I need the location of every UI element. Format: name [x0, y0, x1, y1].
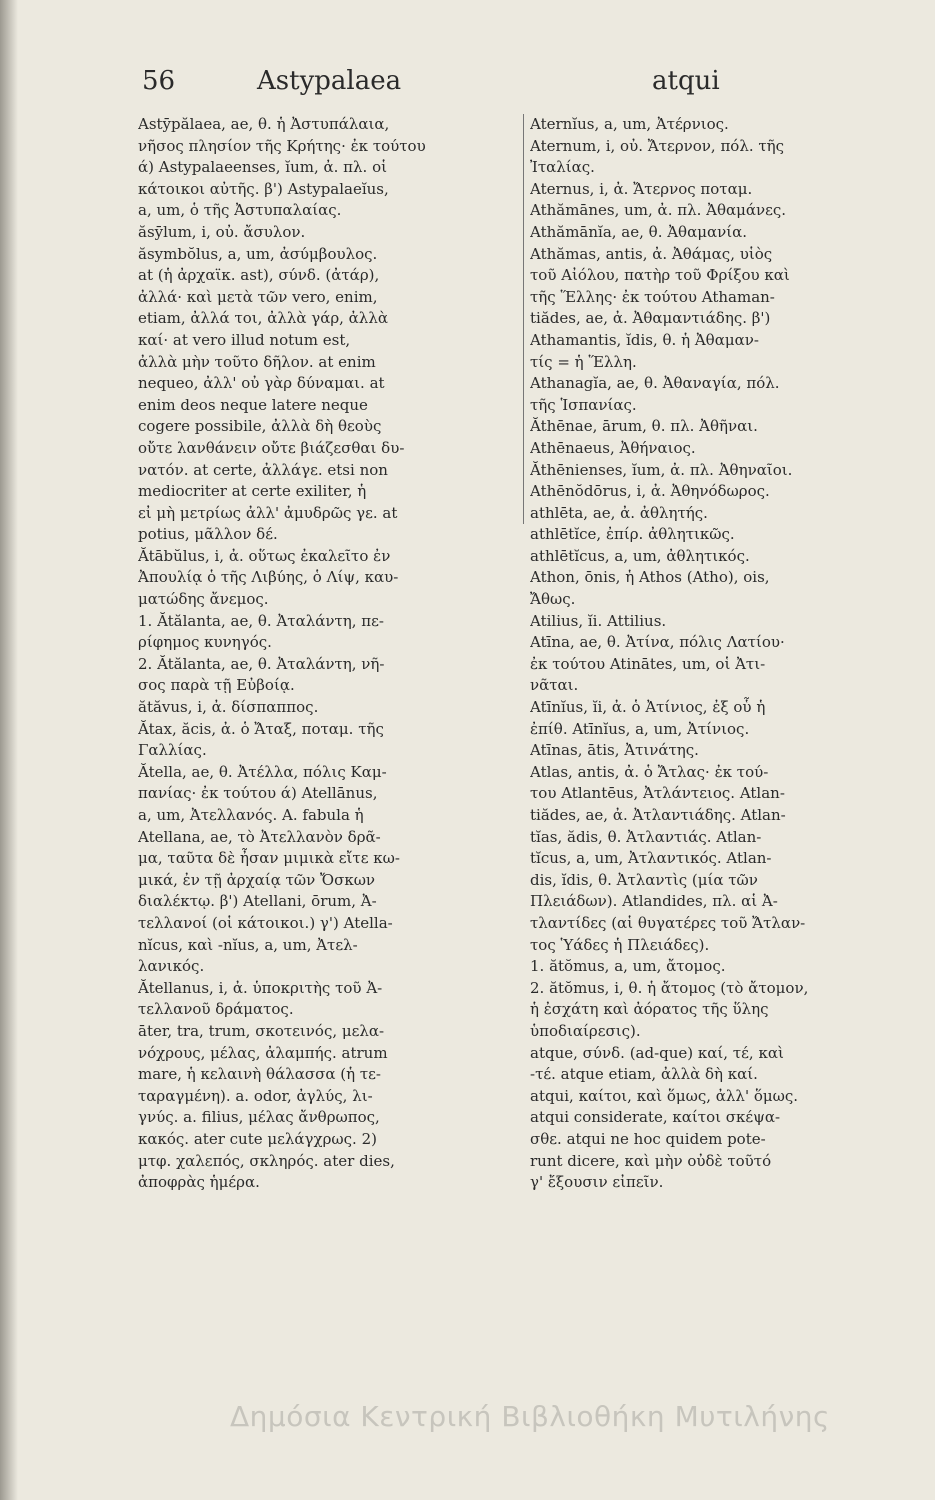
- running-head-left: Astypalaea: [257, 66, 402, 96]
- page-number: 56: [142, 66, 176, 96]
- entry-line: Atīnas, ātis, Ἀτινάτης.: [530, 741, 699, 760]
- page-header: [142, 66, 735, 106]
- entry-line: Athēnaeus, Ἀθήναιος.: [530, 438, 696, 457]
- entry-line: τος Ὑάδες ἡ Πλειάδες).: [530, 935, 710, 954]
- entry-line: at (ἡ ἀρχαϊκ. ast), σύνδ. (ἀτάρ),: [138, 266, 380, 285]
- entry-line: νατόν. at certe, ἀλλάγε. etsi non: [138, 460, 388, 479]
- page-edge-shadow: [0, 0, 18, 1500]
- entry-line: κακός. ater cute μελάγχρως. 2): [138, 1129, 377, 1148]
- entry-line: Ăthēnae, ārum, θ. πλ. Ἀθῆναι.: [530, 417, 758, 436]
- entry-line: μα, ταῦτα δὲ ἦσαν μιμικὰ εἴτε κω-: [138, 849, 400, 868]
- entry-line: τίς = ἡ Ἕλλη.: [530, 352, 637, 371]
- entry-line: Aternum, i, οὐ. Ἄτερνον, πόλ. τῆς: [530, 136, 785, 155]
- entry-line: τλαντίδες (αἱ θυγατέρες τοῦ Ἄτλαν-: [530, 913, 806, 932]
- entry-line: εἰ μὴ μετρίως ἀλλ' ἀμυδρῶς γε. at: [138, 503, 398, 522]
- entry-line: γ' ἔξουσιν εἰπεῖν.: [530, 1173, 664, 1192]
- entry-line: enim deos neque latere neque: [138, 395, 368, 414]
- entry-line: Athon, ōnis, ἡ Athos (Atho), ois,: [530, 568, 770, 587]
- right-column: [530, 114, 915, 1194]
- entry-line: τελλανοῦ δράματος.: [138, 1000, 294, 1019]
- entry-line: Athēnŏdōrus, i, ἀ. Ἀθηνόδωρος.: [530, 482, 770, 501]
- entry-line: μικά, ἐν τῇ ἀρχαίᾳ τῶν Ὄσκων: [138, 870, 376, 889]
- entry-line: tiădes, ae, ἀ. Ἀθαμαντιάδης. β'): [530, 309, 771, 328]
- entry-line: τῆς Ἕλλης· ἐκ τούτου Athaman-: [530, 287, 775, 306]
- entry-line: mare, ἡ κελαινὴ θάλασσα (ἡ τε-: [138, 1065, 381, 1084]
- entry-line: mediocriter at certe exiliter, ἡ: [138, 482, 367, 501]
- entry-line: Athanagĭa, ae, θ. Ἀθαναγία, πόλ.: [530, 374, 780, 393]
- entry-line: ἀλλά· καὶ μετὰ τῶν vero, enim,: [138, 287, 378, 306]
- entry-line: τοῦ Αἰόλου, πατὴρ τοῦ Φρίξου καὶ: [530, 266, 790, 285]
- entry-line: σθε. atqui ne hoc quidem pote-: [530, 1129, 766, 1148]
- entry-line: Atilius, ĭi. Attilius.: [530, 611, 667, 630]
- entry-line: potius, μᾶλλον δέ.: [138, 525, 278, 544]
- entry-line: ρίφημος κυνηγός.: [138, 633, 272, 652]
- entry-line: τῆς Ἱσπανίας.: [530, 395, 637, 414]
- entry-line: atqui, καίτοι, καὶ ὅμως, ἀλλ' ὅμως.: [530, 1086, 799, 1105]
- entry-line: Πλειάδων). Atlandides, πλ. αἱ Ἀ-: [530, 892, 778, 911]
- entry-line: νῆσος πλησίον τῆς Κρήτης· ἐκ τούτου: [138, 136, 426, 155]
- entry-line: Ătella, ae, θ. Ἀτέλλα, πόλις Καμ-: [138, 762, 387, 781]
- entry-line: γνύς. a. filius, μέλας ἄνθρωπος,: [138, 1108, 380, 1127]
- entry-line: Aternĭus, a, um, Ἀτέρνιος.: [530, 115, 729, 133]
- entry-line: atque, σύνδ. (ad-que) καί, τέ, καὶ: [530, 1043, 784, 1062]
- entry-line: etiam, ἀλλά τοι, ἀλλὰ γάρ, ἀλλὰ: [138, 309, 388, 328]
- entry-line: Athămānĭa, ae, θ. Ἀθαμανία.: [530, 222, 747, 241]
- entry-line: athlēta, ae, ἀ. ἀθλητής.: [530, 503, 708, 522]
- entry-line: Ἰταλίας.: [530, 158, 595, 177]
- entry-line: πανίας· ἐκ τούτου ά) Atellānus,: [138, 784, 378, 803]
- entry-line: ăsȳlum, i, οὐ. ἄσυλον.: [138, 222, 306, 241]
- entry-line: νᾶται.: [530, 676, 579, 695]
- entry-line: σος παρὰ τῇ Εὐβοίᾳ.: [138, 676, 295, 695]
- entry-line: Athamantis, ĭdis, θ. ἡ Ἀθαμαν-: [530, 330, 759, 349]
- entry-line: του Atlantēus, Ἀτλάντειος. Atlan-: [530, 784, 785, 803]
- entry-line: Ἄθως.: [530, 590, 576, 609]
- entry-line: Ătellanus, i, ἀ. ὑποκριτὴς τοῦ Ἀ-: [138, 978, 383, 997]
- entry-line: a, um, Ἀτελλανός. A. fabula ἡ: [138, 806, 364, 824]
- entry-line: atqui considerate, καίτοι σκέψα-: [530, 1108, 781, 1127]
- entry-line: Γαλλίας.: [138, 741, 207, 760]
- entry-line: nĭcus, καὶ -nĭus, a, um, Ἀτελ-: [138, 935, 358, 954]
- entry-line: λανικός.: [138, 957, 205, 976]
- entry-line: ταραγμένη). a. odor, ἀγλύς, λι-: [138, 1086, 373, 1105]
- entry-line: Ἀπουλίᾳ ὁ τῆς Λιβύης, ὁ Λίψ, καυ-: [138, 568, 399, 587]
- library-watermark: Δημόσια Κεντρική Βιβλιοθήκη Μυτιλήνης: [230, 1400, 830, 1433]
- entry-line: runt dicere, καὶ μὴν οὐδὲ τοῦτό: [530, 1151, 772, 1170]
- entry-line: κάτοικοι αὐτῆς. β') Astypalaeĭus,: [138, 179, 389, 198]
- entry-line: 1. Ătălanta, ae, θ. Ἀταλάντη, πε-: [138, 611, 384, 630]
- entry-line: nequeo, ἀλλ' οὐ γὰρ δύναμαι. at: [138, 374, 385, 393]
- entry-line: athlētĭce, ἐπίρ. ἀθλητικῶς.: [530, 525, 735, 544]
- entry-line: ἀποφρὰς ἡμέρα.: [138, 1173, 260, 1192]
- entry-line: Ătābŭlus, i, ἀ. οὕτως ἐκαλεῖτο ἐν: [138, 546, 391, 565]
- entry-line: tĭcus, a, um, Ἀτλαντικός. Atlan-: [530, 849, 772, 868]
- entry-line: Astȳpălaea, ae, θ. ἡ Ἀστυπάλαια,: [138, 115, 390, 133]
- entry-line: tĭas, ădis, θ. Ἀτλαντιάς. Atlan-: [530, 827, 762, 846]
- entry-line: ἡ ἐσχάτη καὶ ἀόρατος τῆς ὕλης: [530, 1000, 769, 1019]
- entry-line: Atellana, ae, τὸ Ἀτελλανὸν δρᾶ-: [138, 827, 381, 846]
- entry-line: Ătax, ăcis, ἀ. ὁ Ἄταξ, ποταμ. τῆς: [138, 719, 384, 738]
- entry-line: cogere possibile, ἀλλὰ δὴ θεοὺς: [138, 417, 382, 436]
- entry-line: ἐπίθ. Atīnĭus, a, um, Ἀτίνιος.: [530, 719, 750, 738]
- entry-line: ἀλλὰ μὴν τοῦτο δῆλον. at enim: [138, 352, 376, 371]
- entry-line: athlētĭcus, a, um, ἀθλητικός.: [530, 546, 750, 565]
- entry-line: Aternus, i, ἀ. Ἄτερνος ποταμ.: [530, 179, 753, 198]
- entry-line: οὔτε λανθάνειν οὔτε βιάζεσθαι δυ-: [138, 438, 405, 457]
- entry-line: ά) Astypalaeenses, ĭum, ἀ. πλ. οἱ: [138, 158, 387, 177]
- entry-line: tiădes, ae, ἀ. Ἀτλαντιάδης. Atlan-: [530, 806, 786, 824]
- entry-line: ὑποδιαίρεσις).: [530, 1021, 641, 1040]
- entry-line: Atlas, antis, ἀ. ὁ Ἄτλας· ἐκ τού-: [530, 762, 769, 781]
- entry-line: καί· at vero illud notum est,: [138, 330, 351, 349]
- entry-line: -τέ. atque etiam, ἀλλὰ δὴ καί.: [530, 1065, 758, 1084]
- entry-line: a, um, ὁ τῆς Ἀστυπαλαίας.: [138, 201, 342, 220]
- left-column: [138, 114, 518, 1194]
- entry-line: τελλανοί (οἱ κάτοικοι.) γ') Atella-: [138, 913, 393, 932]
- entry-line: dis, ĭdis, θ. Ἀτλαντὶς (μία τῶν: [530, 870, 758, 889]
- entry-line: ătăvus, i, ἀ. δίσπαππος.: [138, 698, 319, 717]
- entry-line: 2. Ătălanta, ae, θ. Ἀταλάντη, νῆ-: [138, 654, 385, 673]
- running-head-right: atqui: [652, 66, 720, 96]
- column-divider: [523, 114, 524, 524]
- entry-line: Atīnĭus, ĭi, ἀ. ὁ Ἀτίνιος, ἐξ οὗ ἡ: [530, 698, 766, 717]
- entry-line: 1. ătŏmus, a, um, ἄτομος.: [530, 957, 726, 976]
- entry-line: 2. ătŏmus, i, θ. ἡ ἄτομος (τὸ ἄτομον,: [530, 978, 809, 997]
- entry-line: ăsymbŏlus, a, um, ἀσύμβουλος.: [138, 244, 378, 263]
- entry-line: āter, tra, trum, σκοτεινός, μελα-: [138, 1021, 385, 1040]
- entry-line: Athămānes, um, ἀ. πλ. Ἀθαμάνες.: [530, 201, 787, 220]
- entry-line: Atīna, ae, θ. Ἀτίνα, πόλις Λατίου·: [530, 633, 785, 652]
- entry-line: Athămas, antis, ἀ. Ἀθάμας, υἱὸς: [530, 244, 773, 263]
- entry-line: διαλέκτῳ. β') Atellani, ōrum, Ἀ-: [138, 892, 377, 911]
- entry-line: Ăthēnienses, ĭum, ἀ. πλ. Ἀθηναῖοι.: [530, 460, 793, 479]
- entry-line: νόχρους, μέλας, ἀλαμπής. atrum: [138, 1043, 388, 1062]
- entry-line: ἐκ τούτου Atinātes, um, οἱ Ἀτι-: [530, 654, 766, 673]
- entry-line: ματώδης ἄνεμος.: [138, 590, 269, 609]
- entry-line: μτφ. χαλεπός, σκληρός. ater dies,: [138, 1151, 395, 1170]
